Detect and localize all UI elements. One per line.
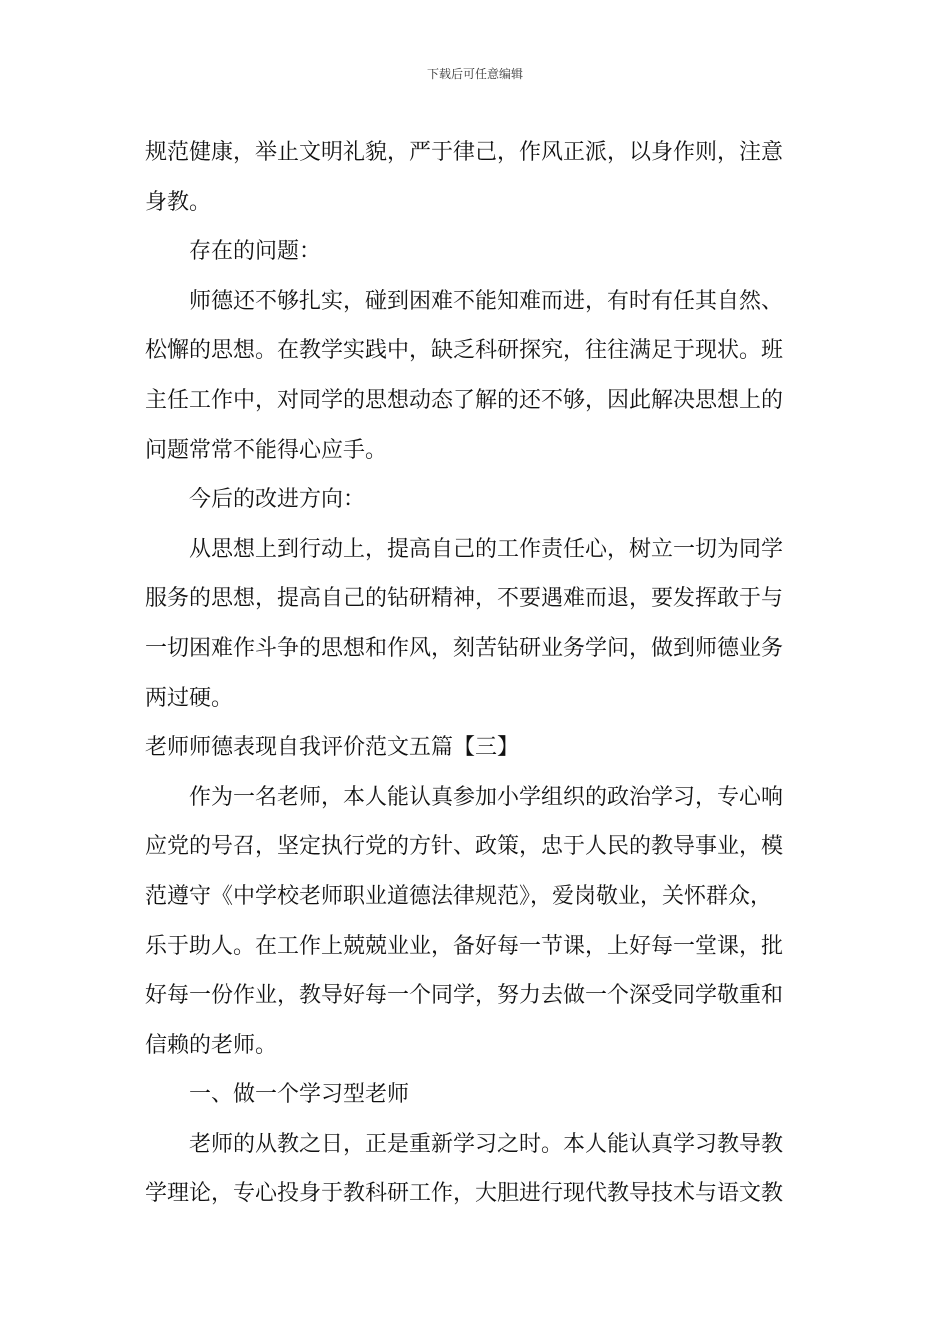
document-body bbox=[145, 128, 807, 1219]
text-line-18: 好每一份作业，教导好每一个同学，努力去做一个深受同学敬重和 bbox=[145, 983, 784, 1009]
text-line-11: 一切困难作斗争的思想和作风，刻苦钻研业务学问，做到师德业务 bbox=[145, 635, 784, 661]
improvement-heading: 今后的改进方向： bbox=[189, 487, 366, 513]
text-line-15: 应党的号召，坚定执行党的方针、政策，忠于人民的教导事业，模 bbox=[145, 834, 784, 860]
text-line-10: 服务的思想，提高自己的钻研精神，不要遇难而退，要发挥敢于与 bbox=[145, 586, 784, 612]
subheading-learning-teacher: 一、做一个学习型老师 bbox=[189, 1082, 410, 1108]
text-line-19: 信赖的老师。 bbox=[145, 1032, 278, 1058]
text-line-14: 作为一名老师，本人能认真参加小学组织的政治学习，专心响 bbox=[189, 784, 784, 810]
text-line-22: 学理论，专心投身于教科研工作，大胆进行现代教导技术与语文教 bbox=[145, 1181, 784, 1207]
page-header: 下载后可任意编辑 bbox=[426, 67, 523, 81]
problems-heading: 存在的问题： bbox=[189, 239, 322, 265]
text-line-7: 问题常常不能得心应手。 bbox=[145, 437, 388, 463]
text-line-1: 规范健康，举止文明礼貌，严于律己，作风正派，以身作则，注意 bbox=[145, 140, 784, 165]
text-line-9: 从思想上到行动上，提高自己的工作责任心，树立一切为同学 bbox=[189, 536, 784, 562]
text-line-6: 主任工作中，对同学的思想动态了解的还不够，因此解决思想上的 bbox=[145, 387, 784, 413]
text-line-21: 老师的从教之日，正是重新学习之时。本人能认真学习教导教 bbox=[189, 1131, 784, 1157]
text-line-5: 松懈的思想。在教学实践中，缺乏科研探究，往往满足于现状。班 bbox=[145, 338, 784, 364]
text-line-12: 两过硬。 bbox=[145, 685, 234, 711]
text-line-16: 范遵守《中学校老师职业道德法律规范》，爱岗敬业，关怀群众， bbox=[145, 883, 773, 909]
section-title: 老师师德表现自我评价范文五篇【三】 bbox=[145, 735, 520, 761]
text-line-2: 身教。 bbox=[145, 189, 212, 215]
text-line-4: 师德还不够扎实，碰到困难不能知难而进，有时有任其自然、 bbox=[189, 288, 784, 314]
text-line-17: 乐于助人。在工作上兢兢业业，备好每一节课，上好每一堂课，批 bbox=[145, 933, 784, 959]
